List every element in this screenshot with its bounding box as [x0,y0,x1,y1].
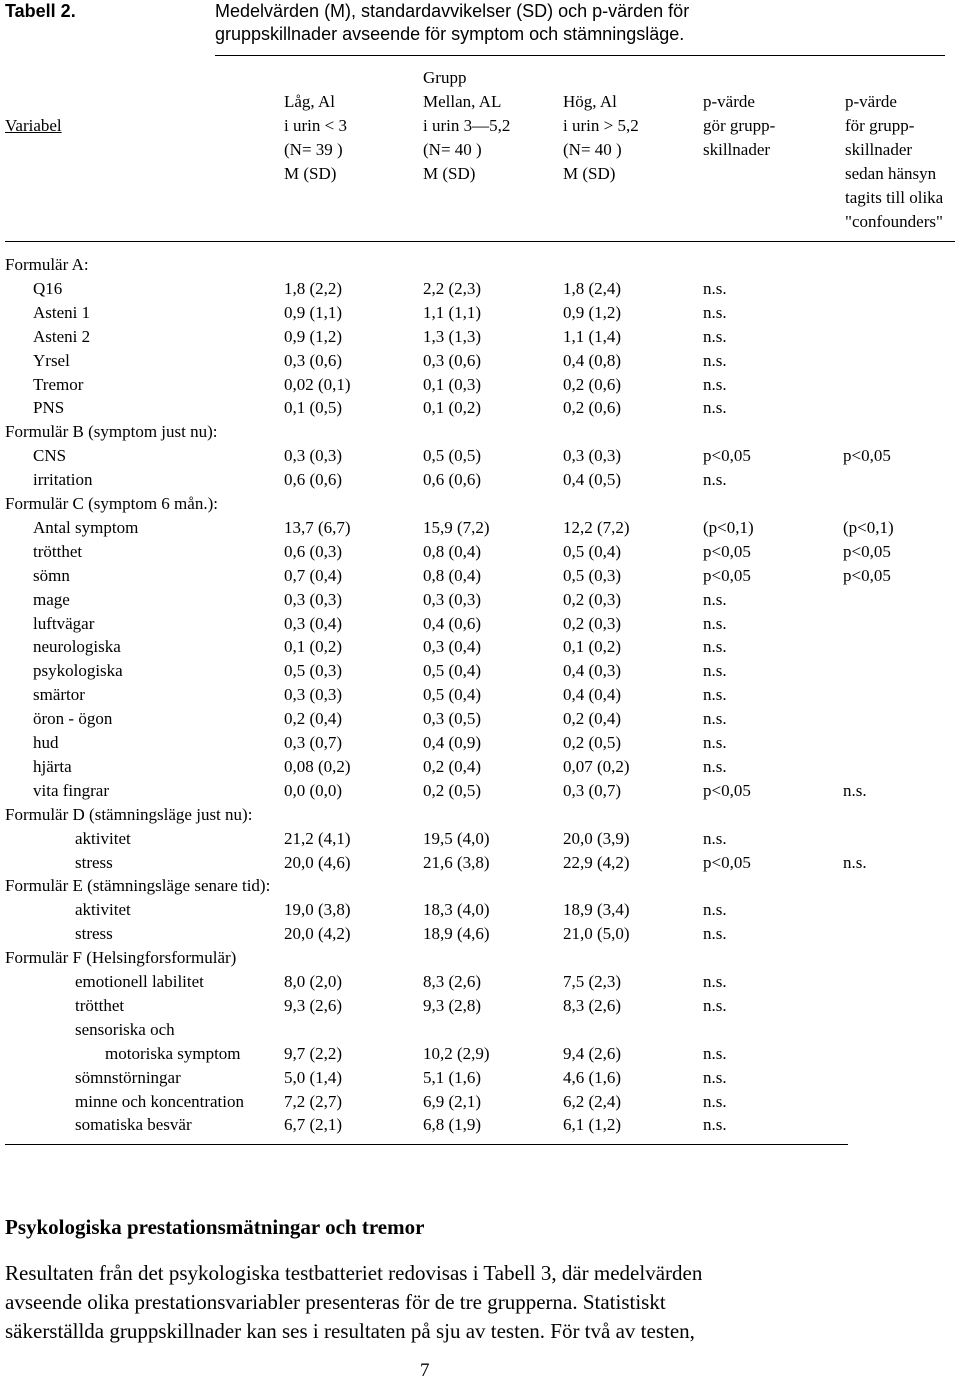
body-line-3: säkerställda gruppskillnader kan ses i resultaten på sju av testen. För två av testen, [5,1319,695,1343]
value-mid-cell: 8,3 (2,6) [423,972,482,991]
value-high-cell: 0,5 (0,3) [563,566,622,585]
value-mid-cell: 0,1 (0,3) [423,375,482,394]
value-high-cell: 0,3 (0,7) [563,781,622,800]
col-header-p2-l2: för grupp- [845,116,915,135]
value-low-cell: 0,5 (0,3) [284,661,343,680]
value-mid-cell: 0,3 (0,6) [423,351,482,370]
row-label: hud [33,733,59,752]
value-low-cell: 0,3 (0,3) [284,685,343,704]
value-low-cell: 0,3 (0,6) [284,351,343,370]
value-low-cell: 7,2 (2,7) [284,1092,343,1111]
value-mid-cell: 6,8 (1,9) [423,1115,482,1134]
col-header-high-l4: M (SD) [563,164,616,183]
value-high-cell: 0,2 (0,6) [563,398,622,417]
p-value-adjusted-cell: (p<0,1) [843,518,894,537]
section-label: Formulär A: [5,255,89,274]
col-header-p2-l3: skillnader [845,140,913,159]
col-header-mid-l1: Mellan, AL [423,92,502,111]
table-top-rule [215,55,945,56]
value-mid-cell: 1,1 (1,1) [423,303,482,322]
p-value-cell: n.s. [703,637,727,656]
value-low-cell: 6,7 (2,1) [284,1115,343,1134]
row-label: stress [75,924,113,943]
value-high-cell: 0,2 (0,6) [563,375,622,394]
row-label: aktivitet [75,900,131,919]
value-low-cell: 9,3 (2,6) [284,996,343,1015]
value-mid-cell: 21,6 (3,8) [423,853,490,872]
p-value-cell: n.s. [703,924,727,943]
value-high-cell: 0,4 (0,8) [563,351,622,370]
value-mid-cell: 18,9 (4,6) [423,924,490,943]
value-mid-cell: 0,5 (0,5) [423,446,482,465]
value-mid-cell: 0,5 (0,4) [423,685,482,704]
section-label: Formulär B (symptom just nu): [5,422,218,441]
value-high-cell: 0,4 (0,4) [563,685,622,704]
p-value-cell: n.s. [703,327,727,346]
p-value-cell: p<0,05 [703,853,751,872]
col-header-high-l2: i urin > 5,2 [563,116,639,135]
col-header-low [284,90,347,186]
row-label: vita fingrar [33,781,109,800]
value-low-cell: 20,0 (4,2) [284,924,351,943]
p-value-cell: n.s. [703,709,727,728]
section-label: sensoriska och [75,1020,175,1039]
row-label: trötthet [33,542,83,561]
p-value-cell: n.s. [703,279,727,298]
value-high-cell: 0,2 (0,5) [563,733,622,752]
value-low-cell: 0,1 (0,5) [284,398,343,417]
section-heading: Psykologiska prestationsmätningar och tremor [5,1215,425,1239]
value-high-cell: 22,9 (4,2) [563,853,630,872]
p-value-adjusted-cell: p<0,05 [843,566,891,585]
col-header-high-l3: (N= 40 ) [563,140,622,159]
value-mid-cell: 0,3 (0,5) [423,709,482,728]
value-mid-cell: 0,1 (0,2) [423,398,482,417]
value-low-cell: 0,7 (0,4) [284,566,343,585]
col-header-mid-l2: i urin 3—5,2 [423,116,511,135]
value-high-cell: 18,9 (3,4) [563,900,630,919]
row-label: Tremor [33,375,84,394]
group-header: Grupp [423,68,467,87]
row-label: psykologiska [33,661,123,680]
p-value-cell: n.s. [703,1044,727,1063]
col-header-low-l3: (N= 39 ) [284,140,343,159]
value-low-cell: 0,08 (0,2) [284,757,351,776]
row-label: öron - ögon [33,709,113,728]
row-label: sömnstörningar [75,1068,181,1087]
value-low-cell: 0,6 (0,6) [284,470,343,489]
value-high-cell: 8,3 (2,6) [563,996,622,1015]
col-header-mid [423,90,510,186]
p-value-cell: n.s. [703,1068,727,1087]
row-label: neurologiska [33,637,121,656]
value-low-cell: 0,9 (1,1) [284,303,343,322]
p-value-cell: n.s. [703,351,727,370]
col-header-p1-l1: p-värde [703,92,755,111]
table-caption-line-2: gruppskillnader avseende för symptom och stämningsläge. [215,24,685,44]
p-value-cell: n.s. [703,470,727,489]
value-high-cell: 0,4 (0,5) [563,470,622,489]
row-label: Q16 [33,279,63,298]
col-header-p2-l5: tagits till olika [845,188,944,207]
value-mid-cell: 0,8 (0,4) [423,542,482,561]
p-value-cell: n.s. [703,733,727,752]
variable-header: Variabel [5,116,62,135]
section-label: Formulär D (stämningsläge just nu): [5,805,253,824]
row-label: somatiska besvär [75,1115,192,1134]
row-label: motoriska symptom [105,1044,241,1063]
row-label: minne och koncentration [75,1092,245,1111]
value-low-cell: 21,2 (4,1) [284,829,351,848]
col-header-p2-l4: sedan hänsyn [845,164,937,183]
value-high-cell: 1,8 (2,4) [563,279,622,298]
row-label: smärtor [33,685,85,704]
row-label: CNS [33,446,67,465]
p-value-cell: n.s. [703,1115,727,1134]
value-low-cell: 0,02 (0,1) [284,375,351,394]
value-low-cell: 0,2 (0,4) [284,709,343,728]
col-header-mid-l3: (N= 40 ) [423,140,482,159]
value-low-cell: 0,1 (0,2) [284,637,343,656]
col-header-high [563,90,639,186]
p-value-cell: n.s. [703,375,727,394]
value-high-cell: 0,1 (0,2) [563,637,622,656]
value-mid-cell: 9,3 (2,8) [423,996,482,1015]
section-label: Formulär F (Helsingforsformulär) [5,948,237,967]
value-high-cell: 0,2 (0,3) [563,614,622,633]
page-number: 7 [420,1360,430,1381]
value-high-cell: 7,5 (2,3) [563,972,622,991]
value-mid-cell: 18,3 (4,0) [423,900,490,919]
p-value-cell: n.s. [703,685,727,704]
col-header-low-l2: i urin < 3 [284,116,347,135]
value-mid-cell: 6,9 (2,1) [423,1092,482,1111]
col-header-mid-l4: M (SD) [423,164,476,183]
p-value-cell: p<0,05 [703,781,751,800]
value-high-cell: 12,2 (7,2) [563,518,630,537]
value-low-cell: 0,0 (0,0) [284,781,343,800]
p-value-cell: p<0,05 [703,542,751,561]
p-value-cell: p<0,05 [703,446,751,465]
p-value-cell: n.s. [703,972,727,991]
value-low-cell: 0,3 (0,3) [284,590,343,609]
value-mid-cell: 2,2 (2,3) [423,279,482,298]
row-label: sömn [33,566,70,585]
value-mid-cell: 15,9 (7,2) [423,518,490,537]
col-header-p1-l2: gör grupp- [703,116,776,135]
row-label: Yrsel [33,351,70,370]
row-label: Asteni 2 [33,327,91,346]
row-label: stress [75,853,113,872]
value-high-cell: 21,0 (5,0) [563,924,630,943]
value-low-cell: 9,7 (2,2) [284,1044,343,1063]
value-low-cell: 0,3 (0,4) [284,614,343,633]
row-label: irritation [33,470,93,489]
value-low-cell: 20,0 (4,6) [284,853,351,872]
table-caption-line-1: Medelvärden (M), standardavvikelser (SD) och p-värden för [215,1,690,21]
col-header-p2-l6: "confounders" [845,212,943,231]
p-value-adjusted-cell: n.s. [843,853,867,872]
col-header-low-l1: Låg, Al [284,92,335,111]
value-mid-cell: 10,2 (2,9) [423,1044,490,1063]
col-header-p1 [703,90,775,162]
col-header-p2 [845,90,943,234]
p-value-adjusted-cell: p<0,05 [843,446,891,465]
row-label: mage [33,590,70,609]
body-line-2: avseende olika prestationsvariabler presenteras för de tre grupperna. Statistiskt [5,1290,666,1314]
table-caption-label: Tabell 2. [5,1,76,21]
value-low-cell: 19,0 (3,8) [284,900,351,919]
value-low-cell: 0,3 (0,3) [284,446,343,465]
section-label: Formulär E (stämningsläge senare tid): [5,876,271,895]
value-mid-cell: 19,5 (4,0) [423,829,490,848]
value-low-cell: 0,3 (0,7) [284,733,343,752]
row-label: luftvägar [33,614,95,633]
p-value-cell: p<0,05 [703,566,751,585]
section-label: Formulär C (symptom 6 mån.): [5,494,218,513]
p-value-cell: n.s. [703,614,727,633]
value-low-cell: 5,0 (1,4) [284,1068,343,1087]
p-value-adjusted-cell: n.s. [843,781,867,800]
p-value-cell: n.s. [703,900,727,919]
row-label: Asteni 1 [33,303,91,322]
col-header-high-l1: Hög, Al [563,92,617,111]
value-high-cell: 0,2 (0,4) [563,709,622,728]
value-mid-cell: 0,2 (0,4) [423,757,482,776]
value-low-cell: 8,0 (2,0) [284,972,343,991]
row-label: Antal symptom [33,518,139,537]
p-value-cell: n.s. [703,996,727,1015]
value-mid-cell: 0,4 (0,6) [423,614,482,633]
value-mid-cell: 0,5 (0,4) [423,661,482,680]
value-high-cell: 9,4 (2,6) [563,1044,622,1063]
value-mid-cell: 0,3 (0,3) [423,590,482,609]
value-mid-cell: 1,3 (1,3) [423,327,482,346]
value-high-cell: 0,07 (0,2) [563,757,630,776]
p-value-cell: n.s. [703,398,727,417]
value-high-cell: 0,9 (1,2) [563,303,622,322]
value-low-cell: 0,9 (1,2) [284,327,343,346]
row-label: PNS [33,398,65,417]
value-high-cell: 0,4 (0,3) [563,661,622,680]
value-high-cell: 0,2 (0,3) [563,590,622,609]
value-high-cell: 6,1 (1,2) [563,1115,622,1134]
p-value-cell: (p<0,1) [703,518,754,537]
value-mid-cell: 0,6 (0,6) [423,470,482,489]
col-header-low-l4: M (SD) [284,164,337,183]
value-low-cell: 1,8 (2,2) [284,279,343,298]
row-label: hjärta [33,757,72,776]
p-value-cell: n.s. [703,829,727,848]
value-high-cell: 1,1 (1,4) [563,327,622,346]
p-value-cell: n.s. [703,661,727,680]
value-mid-cell: 0,2 (0,5) [423,781,482,800]
row-label: emotionell labilitet [75,972,204,991]
p-value-cell: n.s. [703,303,727,322]
body-line-1: Resultaten från det psykologiska testbatteriet redovisas i Tabell 3, där medelvärden [5,1261,703,1285]
value-high-cell: 20,0 (3,9) [563,829,630,848]
p-value-cell: n.s. [703,590,727,609]
value-mid-cell: 0,4 (0,9) [423,733,482,752]
value-low-cell: 13,7 (6,7) [284,518,351,537]
value-high-cell: 4,6 (1,6) [563,1068,622,1087]
value-mid-cell: 0,8 (0,4) [423,566,482,585]
p-value-cell: n.s. [703,757,727,776]
p-value-cell: n.s. [703,1092,727,1111]
table-bottom-rule [5,1144,848,1145]
value-low-cell: 0,6 (0,3) [284,542,343,561]
row-label: trötthet [75,996,125,1015]
table-header-rule [5,241,955,242]
value-high-cell: 6,2 (2,4) [563,1092,622,1111]
p-value-adjusted-cell: p<0,05 [843,542,891,561]
col-header-p1-l3: skillnader [703,140,771,159]
row-label: aktivitet [75,829,131,848]
value-high-cell: 0,3 (0,3) [563,446,622,465]
value-mid-cell: 0,3 (0,4) [423,637,482,656]
value-mid-cell: 5,1 (1,6) [423,1068,482,1087]
value-high-cell: 0,5 (0,4) [563,542,622,561]
col-header-p2-l1: p-värde [845,92,897,111]
